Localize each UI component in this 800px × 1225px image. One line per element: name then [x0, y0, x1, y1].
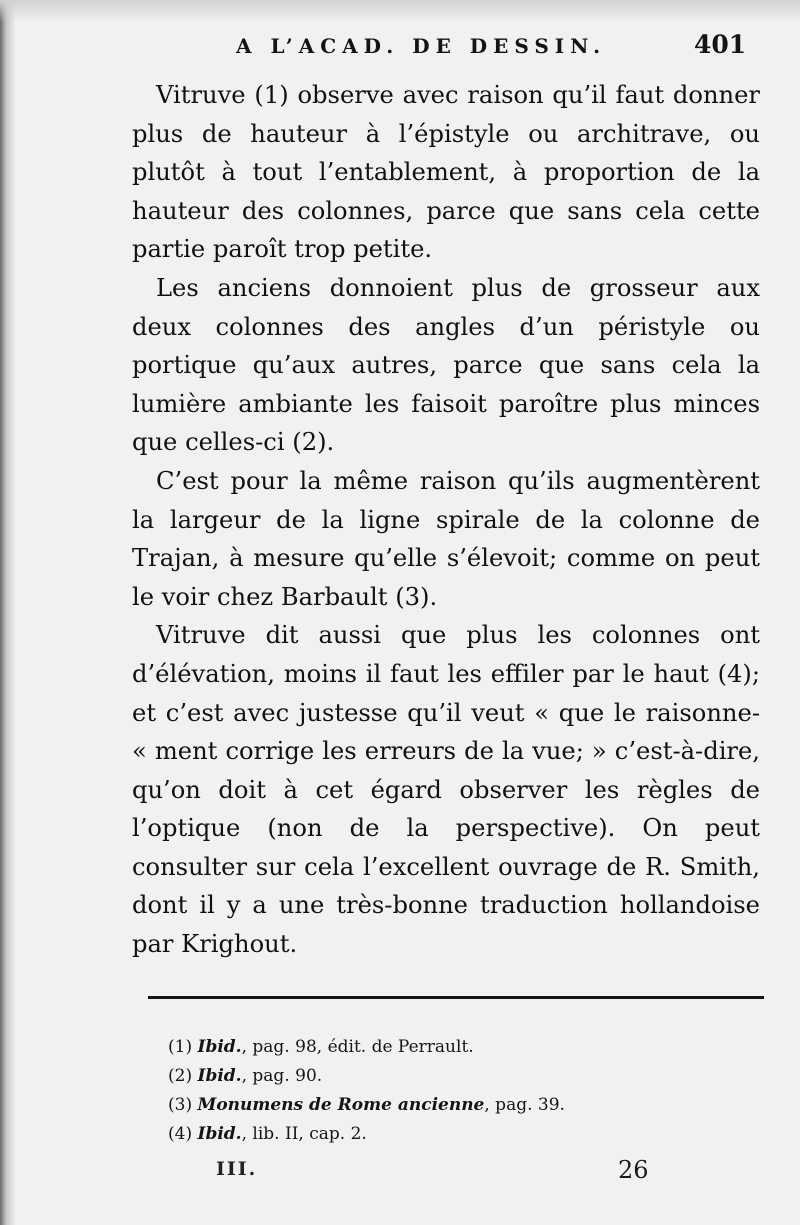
paragraph-3: C’est pour la même raison qu’ils augmentèrent la largeur de la ligne spirale de la colonne de Trajan, à mesure qu’elle s’élevoit; comme on peut le voir chez Barbault (3).	[132, 466, 760, 611]
signature-mark: III.	[216, 1158, 258, 1180]
running-title: A L’ACAD. DE DESSIN.	[236, 34, 607, 58]
footnote-text: , lib. II, cap. 2.	[241, 1124, 367, 1144]
footnote-number: (1)	[168, 1037, 193, 1057]
paragraph-2: Les anciens donnoient plus de grosseur aux deux colonnes des angles d’un péristyle ou portique qu’aux autres, parce que sans cela la lumière ambiante les faisoit paroître plus minces que celles-ci (2).	[132, 273, 760, 457]
footnotes	[168, 1033, 728, 1149]
leaf-number: 26	[618, 1156, 649, 1184]
footnote-reference: Ibid.	[197, 1124, 242, 1144]
paragraph-4: Vitruve dit aussi que plus les colonnes ont d’élévation, moins il faut les effiler par le haut (4); et c’est avec justesse qu’il veut « que le raisonne- « ment corrige les erreurs de la vue; » c’est-à-dire, qu’on doit à cet égard observer les règles de l’optique (non de la perspective). On peut consulter sur cela l’excellent ouvrage de R. Smith, dont il y a une très-bonne traduction hollandoise par Krighout.	[132, 621, 760, 959]
footnote-text: , pag. 98, édit. de Perrault.	[241, 1037, 474, 1057]
footnote-rule	[148, 996, 764, 999]
top-shade	[0, 0, 800, 22]
footnote-number: (4)	[168, 1124, 193, 1144]
running-head	[0, 26, 800, 66]
footnote-number: (3)	[168, 1095, 193, 1115]
binding-shadow	[0, 0, 16, 1225]
footnote-number: (2)	[168, 1066, 193, 1086]
footnote-2	[168, 1062, 728, 1091]
footnote-text: , pag. 39.	[484, 1095, 565, 1115]
page-number: 401	[694, 30, 747, 59]
footnote-1	[168, 1033, 728, 1062]
paragraph-1: Vitruve (1) observe avec raison qu’il faut donner plus de hauteur à l’épistyle ou architrave, ou plutôt à tout l’entablement, à proportion de la hauteur des colonnes, parce que sans cela cette partie paroît trop petite.	[132, 81, 760, 264]
footnote-3	[168, 1091, 728, 1120]
footnote-reference: Monumens de Rome ancienne	[197, 1095, 485, 1115]
body-text	[132, 76, 760, 964]
footnote-text: , pag. 90.	[241, 1066, 323, 1086]
footnote-reference: Ibid.	[197, 1037, 242, 1057]
footnote-reference: Ibid.	[197, 1066, 242, 1086]
footnote-4	[168, 1120, 728, 1149]
